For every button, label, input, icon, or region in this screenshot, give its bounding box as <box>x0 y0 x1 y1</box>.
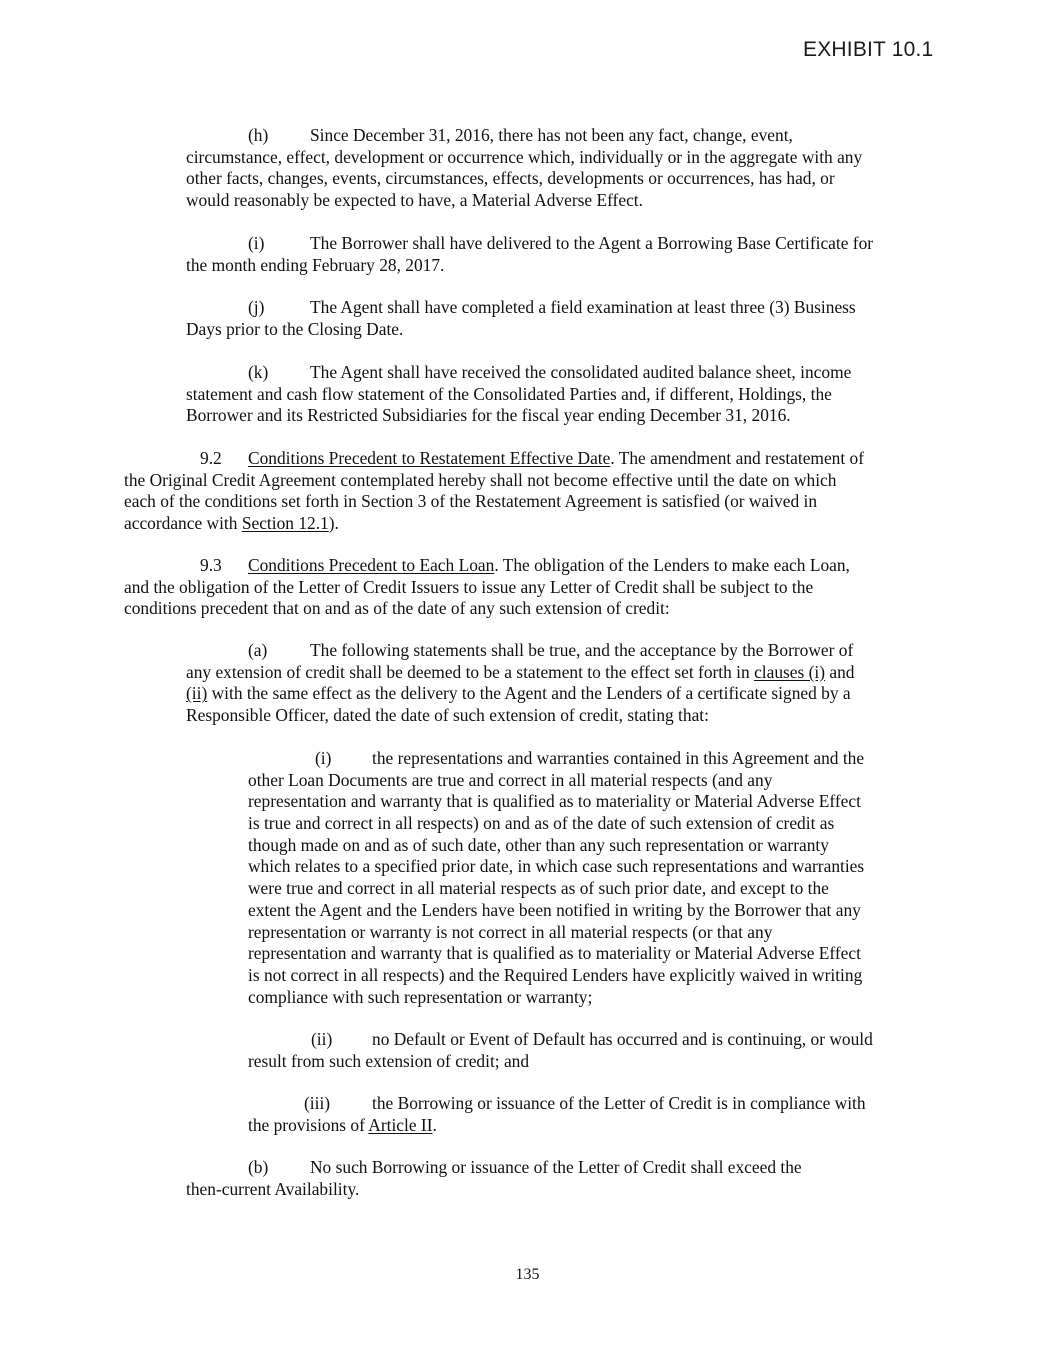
section-a-line: any extension of credit shall be deemed to be a statement to the effect set forth in <box>186 661 755 682</box>
section-9-2-line: the Original Credit Agreement contemplated hereby shall not become effective until the date on which <box>124 469 837 490</box>
section-h <box>186 125 862 212</box>
section-9-2: 9.2 Conditions Precedent to Restatement Effective Date. The amendment and restatement of the Original Credit Agreement contemplated hereby shall not become effective until the date on which each of the conditions set forth in Section 3 of the Restatement Agreement is satisfied (or waived in accordance with Section 12.1). <box>124 448 865 534</box>
section-a-iii-line: the Borrowing or issuance of the Letter of Credit is in compliance with <box>372 1093 866 1113</box>
section-j-line: The Agent shall have completed a field examination at least three (3) Business <box>310 297 856 317</box>
section-a-ii-line: result from such extension of credit; and <box>248 1050 530 1071</box>
section-h-line: circumstance, effect, development or occurrence which, individually or in the aggregate with any <box>186 146 863 167</box>
section-a-i-line: though made on and as of such date, other than any such representation or warranty <box>248 834 829 855</box>
section-9-2-line: accordance with <box>124 513 242 534</box>
section-i <box>186 233 873 276</box>
section-a-line: Responsible Officer, dated the date of such extension of credit, stating that: <box>186 705 709 726</box>
section-a-iii-line: the provisions of <box>248 1114 369 1135</box>
section-h-line: other facts, changes, events, circumstances, effects, developments or occurrences, has had, or <box>186 168 835 189</box>
clause-ii-link[interactable]: (ii) <box>186 683 208 704</box>
section-9-2-heading: Conditions Precedent to Restatement Effective Date <box>248 448 611 468</box>
section-a-ii-label: (ii) <box>311 1029 333 1049</box>
section-9-2-heading-suffix: . The amendment and restatement of <box>610 448 865 468</box>
section-a-i-line: which relates to a specified prior date, in which case such representations and warranties <box>248 856 865 877</box>
section-j-label: (j) <box>248 297 265 317</box>
section-a-i-line: representation or warranty is not correct in all material respects (or that any <box>248 921 773 942</box>
section-a-label: (a) <box>248 640 268 660</box>
section-b-label: (b) <box>248 1157 269 1177</box>
section-k-line: Borrower and its Restricted Subsidiaries for the fiscal year ending December 31, 2016. <box>186 405 791 426</box>
section-9-3-heading: Conditions Precedent to Each Loan <box>248 555 495 575</box>
article-ii-link[interactable]: Article II <box>368 1114 433 1135</box>
section-9-2-number: 9.2 <box>200 448 222 468</box>
section-i-label: (i) <box>248 233 265 253</box>
section-9-3-heading-suffix: . The obligation of the Lenders to make each Loan, <box>494 555 850 575</box>
section-a-ii-line: no Default or Event of Default has occurred and is continuing, or would <box>372 1029 873 1049</box>
section-9-3 <box>124 555 850 620</box>
section-j <box>186 297 856 340</box>
section-9-3-line: conditions precedent that on and as of the date of any such extension of credit: <box>124 598 670 619</box>
section-a-i-line: compliance with such representation or warranty; <box>248 986 593 1007</box>
section-9-2-line: each of the conditions set forth in Section 3 of the Restatement Agreement is satisfied (or waived in <box>124 491 818 512</box>
section-k-label: (k) <box>248 362 269 382</box>
section-i-line: the month ending February 28, 2017. <box>186 254 445 275</box>
section-9-3-number: 9.3 <box>200 555 222 575</box>
section-a-iii-label: (iii) <box>304 1093 331 1113</box>
section-j-line: Days prior to the Closing Date. <box>186 318 404 339</box>
section-i-line: The Borrower shall have delivered to the Agent a Borrowing Base Certificate for <box>310 233 874 253</box>
section-a-i-line: is not correct in all respects) and the Required Lenders have explicitly waived in writing <box>248 964 863 985</box>
section-a-line: The following statements shall be true, and the acceptance by the Borrower of <box>310 640 854 660</box>
section-b-line: then-current Availability. <box>186 1178 360 1199</box>
section-b-line: No such Borrowing or issuance of the Letter of Credit shall exceed the <box>310 1157 802 1177</box>
section-a-i-line: is true and correct in all respects) on and as of the date of such extension of credit as <box>248 813 835 834</box>
section-a-iii: (iii) the Borrowing or issuance of the Letter of Credit is in compliance with the provisions of Article II. <box>248 1093 866 1135</box>
section-a-i-label: (i) <box>315 748 332 768</box>
section-h-label: (h) <box>248 125 269 145</box>
exhibit-label: EXHIBIT 10.1 <box>803 38 934 61</box>
section-a-line: with the same effect as the delivery to the Agent and the Lenders of a certificate signed by a <box>207 683 851 704</box>
section-h-line: would reasonably be expected to have, a Material Adverse Effect. <box>186 190 643 211</box>
section-a-i <box>248 748 864 1008</box>
clauses-i-link[interactable]: clauses (i) <box>754 661 826 682</box>
section-k-line: The Agent shall have received the consolidated audited balance sheet, income <box>310 362 852 382</box>
section-a-i-line: were true and correct in all material respects as of such prior date, and except to the <box>248 878 829 899</box>
section-b <box>186 1157 802 1200</box>
section-a: (a) The following statements shall be true, and the acceptance by the Borrower of any extension of credit shall be deemed to be a statement to the effect set forth in clauses (i) and (ii) with the same effect as the delivery to the Agent and the Lenders of a certificate signed by a Responsible Officer, dated the date of such extension of credit, stating that: <box>186 640 855 726</box>
section-k-line: statement and cash flow statement of the Consolidated Parties and, if different, Holdings, the <box>186 383 832 404</box>
section-h-line: Since December 31, 2016, there has not been any fact, change, event, <box>310 125 793 145</box>
section-k <box>186 362 851 427</box>
section-a-i-line: other Loan Documents are true and correct in all material respects (and any <box>248 769 773 790</box>
page-number: 135 <box>515 1266 540 1283</box>
section-a-ii <box>248 1029 873 1072</box>
section-a-i-line: representation and warranty that is qualified as to materiality or Material Adverse Effect <box>248 791 861 812</box>
section-a-i-line: representation and warranty that is qualified as to materiality or Material Adverse Effect <box>248 943 861 964</box>
section-9-3-line: and the obligation of the Letter of Credit Issuers to issue any Letter of Credit shall be subject to the <box>124 576 814 597</box>
section-a-i-line: extent the Agent and the Lenders have been notified in writing by the Borrower that any <box>248 899 861 920</box>
section-a-i-line: the representations and warranties contained in this Agreement and the <box>372 748 865 768</box>
section-12-1-link[interactable]: Section 12.1 <box>241 513 329 534</box>
